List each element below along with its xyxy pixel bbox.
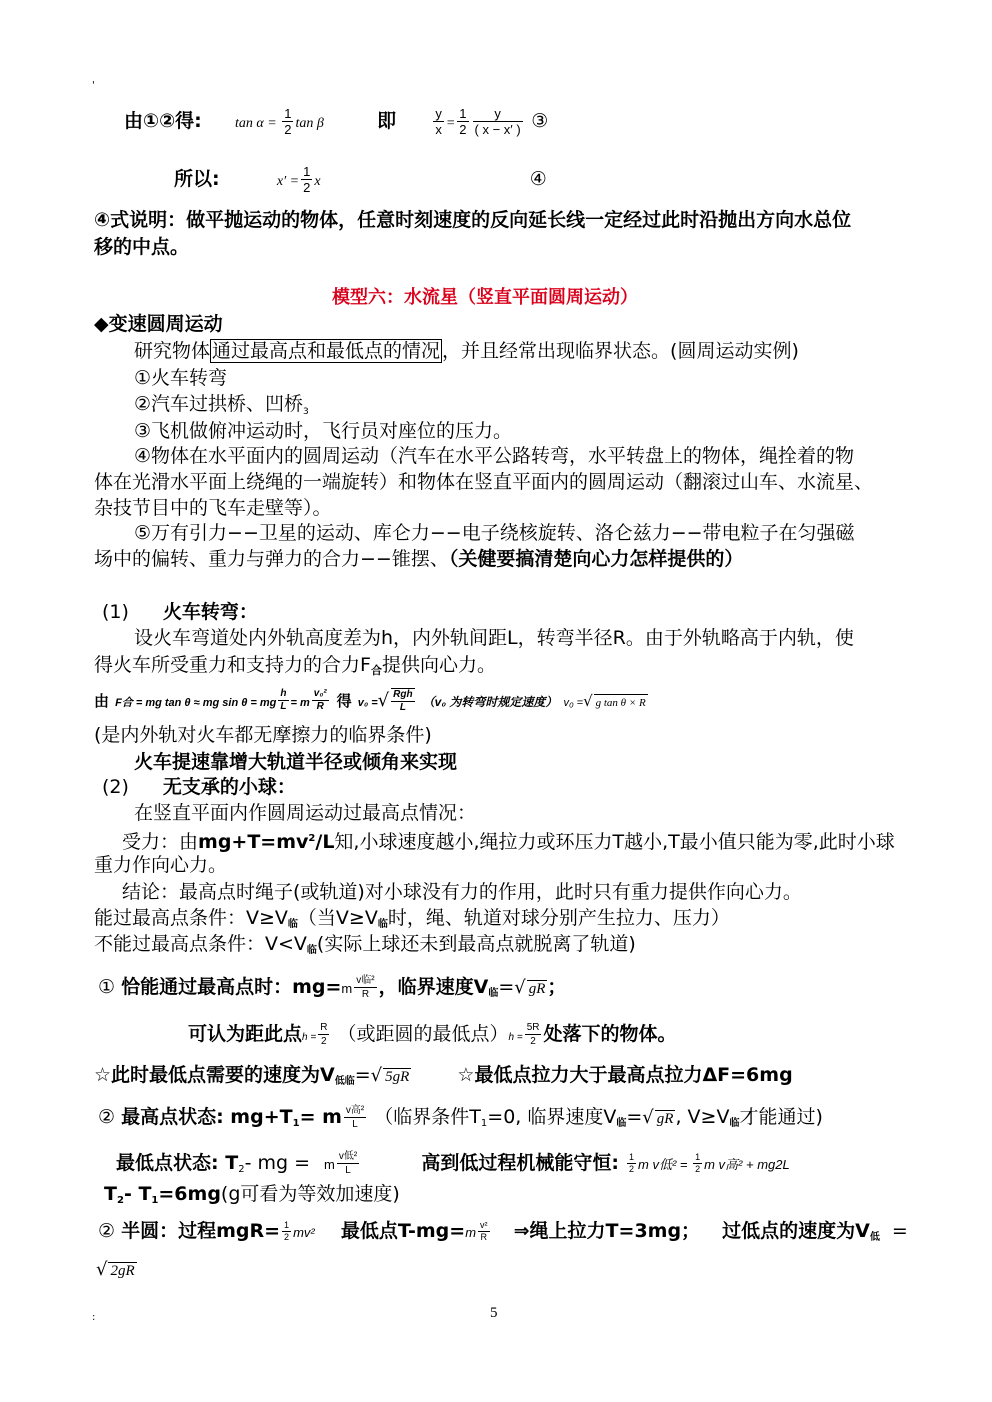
section-line-1: 研究物体 通过最高点和最低点的情况 ，并且经常出现临界状态。(圆周运动实例): [134, 340, 799, 362]
ball-cannot-pass: 不能过最高点条件：$V<V_临$(实际上球还未到最高点就脱离了轨道): [94, 933, 636, 956]
list-item-cont: 场中的偏转、重力与弹力的合力−−锥摆、（关健要搞清楚向心力怎样提供的）: [94, 548, 744, 570]
list-item: ②汽车过拱桥、凹桥$_3$: [134, 393, 309, 417]
page-number: 5: [490, 1305, 498, 1321]
train-line-2: 得火车所受重力和支持力的合力F合提供向心力。: [94, 654, 496, 677]
case2-low-line: 最低点状态: $T_2-$ mg = m $\frac{\text{v低²}}{L}$ 高到低过程机械能守恒: $\frac{1}{2}$ m v低² = $\frac{1}{2}$ m v高² + mg2L: [116, 1151, 790, 1176]
train-line-1: 设火车弯道处内外轨高度差为h，内外轨间距L，转弯半径R。由于外轨略高于内轨，使: [134, 627, 854, 649]
corner-mark-top: ': [92, 80, 95, 91]
list-item: ①火车转弯: [134, 367, 228, 389]
subsection-heading-train: (1) 火车转弯：: [102, 601, 258, 623]
note-line-1: ④式说明：做平抛运动的物体，任意时刻速度的反向延长线一定经过此时沿抛出方向水总位: [94, 209, 852, 231]
derivation-line-2: 所以: x′ = $\frac{1}{2}$ x ④: [174, 164, 547, 195]
subsection-heading-ball: (2) 无支承的小球：: [102, 776, 296, 798]
section-heading: ◆变速圆周运动: [94, 313, 223, 335]
case1-line-2: 可认为距此点h = $\frac{R}{2}$ （或距圆的最低点）h = $\frac{5R}{2}$ 处落下的物体。: [188, 1022, 677, 1047]
list-item-cont: 体在光滑水平面上绕绳的一端旋转）和物体在竖直平面内的圆周运动（翻滚过山车、水流星、: [94, 471, 874, 493]
case1-line-1: ① 恰能通过最高点时：mg=m $\frac{\text{v临²}}{R}$ ，临界速度$V_临=√$ gR ；: [98, 975, 567, 1000]
fraction-half: $\frac{1}{2}$: [284, 106, 292, 137]
case2-diff-line: $T_2-$ $T_1=6mg(g$可看为等效加速度): [104, 1183, 400, 1206]
ball-force-line-2: 重力作向心力。: [94, 854, 228, 876]
case3-line-1: ② 半圆：过程mgR= $\frac{1}{2}$ mv² 最低点T-mg=m $\frac{\text{v²}}{R}$ ⇒绳上拉力T=3mg； 过低点的速度为$V_低$ =: [98, 1220, 908, 1243]
list-item-cont: 杂技节目中的飞车走壁等）。: [94, 497, 332, 519]
case3-line-2: √ 2gR: [96, 1259, 135, 1280]
boxed-phrase: 通过最高点和最低点的情况: [212, 340, 441, 362]
list-item: ⑤万有引力−−卫星的运动、库仑力−−电子绕核旋转、洛仑兹力−−带电粒子在匀强磁: [134, 522, 855, 544]
ball-force-line: 受力：由$mg+T=mv^2/L$知,小球速度越小,绳拉力或环压力T越小,T最小值只能为零,此时小球: [122, 831, 895, 853]
train-condition: (是内外轨对火车都无摩擦力的临界条件): [94, 724, 432, 746]
ball-can-pass: 能过最高点条件：$V\ge V_临$（当$V\ge V_临$时，绳、轨道对球分别产生拉力、压力）: [94, 907, 730, 930]
train-speedup: 火车提速靠增大轨道半径或倾角来实现: [134, 751, 458, 773]
note-line-2: 移的中点。: [94, 236, 190, 258]
list-item: ③飞机做俯冲运动时，飞行员对座位的压力。: [134, 420, 513, 442]
fraction-y-over-diff: $\frac{y}{( x - x' )}$: [474, 106, 521, 137]
derivation-line-1: 由①②得: tan α = $\frac{1}{2}$ tan β 即 $\frac{y}{x}$ = $\frac{1}{2}$ $\frac{y}{( x - x' )}$ ③: [124, 106, 549, 137]
case1-star-line: ☆此时最低点需要的速度为$V_{低临}=√$ 5gR ☆最低点拉力大于最高点拉力ΔF=6mg: [94, 1064, 793, 1087]
model-title: 模型六：水流星（竖直平面圆周运动）: [332, 287, 638, 308]
list-item: ④物体在水平面内的圆周运动（汽车在水平公路转弯，水平转盘上的物体，绳拴着的物: [134, 445, 855, 467]
ball-conclusion: 结论：最高点时绳子(或轨道)对小球没有力的作用，此时只有重力提供作向心力。: [122, 881, 802, 903]
case2-top-line: ② 最高点状态: $mg+T_1= m$ $\frac{\text{v高²}}{L}$ （临界条件$T_1=0$, 临界速度$V_临=√$ gR , $V\ge V_临$才能通过): [98, 1105, 823, 1130]
corner-mark-bottom: :: [92, 1312, 96, 1323]
fraction-y-over-x: $\frac{y}{x}$: [435, 106, 442, 137]
ball-line-1: 在竖直平面内作圆周运动过最高点情况：: [134, 802, 477, 824]
train-formula: 由 F合 = mg tan θ ≈ mg sin θ = mg $\frac{h}{L}$ = m $\frac{\text{v₀²}}{R}$ 得 v₀ =√ $\frac{\text{Rgh}}{L}$ （v₀ 为转弯时规定速度） v₀ =√ g tan θ × R: [94, 688, 646, 713]
